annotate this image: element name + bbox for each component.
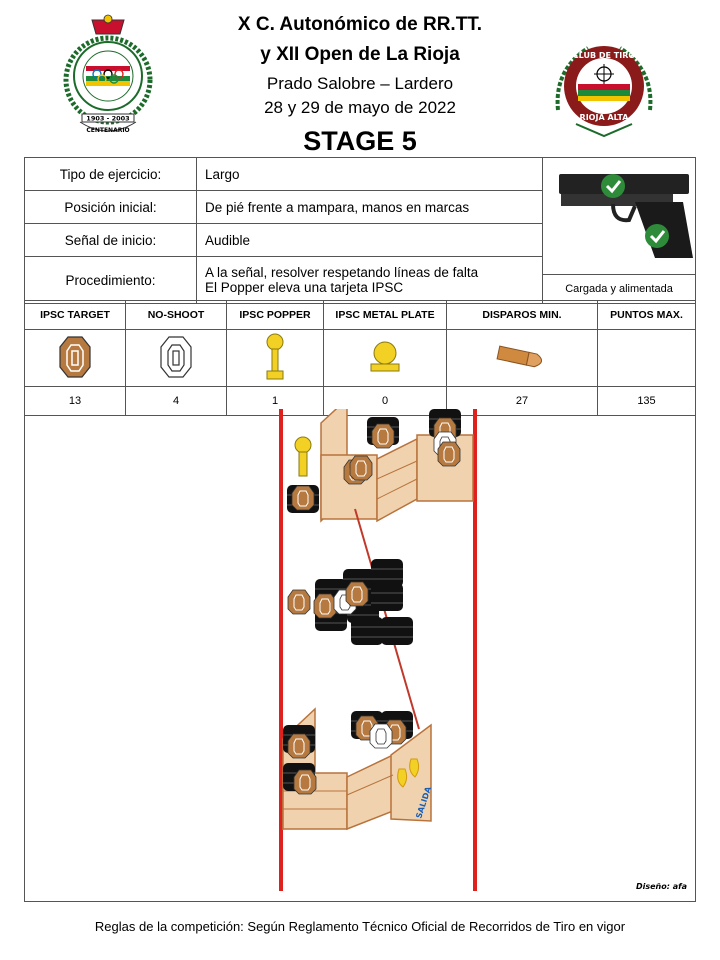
metal-plate-cell	[324, 330, 447, 387]
stage-title: STAGE 5	[303, 126, 417, 156]
gun-caption: Cargada y alimentada	[543, 274, 695, 303]
value-tipo: Largo	[197, 158, 543, 191]
club-logo-bottom-text: RIOJA ALTA	[579, 113, 629, 122]
count-no-shoot: 4	[126, 387, 227, 416]
header-no-shoot: NO-SHOOT	[126, 301, 227, 330]
bullet-cell	[447, 330, 598, 387]
count-popper: 1	[227, 387, 324, 416]
header-ipsc-popper: IPSC POPPER	[227, 301, 324, 330]
title-line-1: X C. Autonómico de RR.TT.	[237, 14, 483, 35]
pistol-icon	[543, 158, 695, 270]
federation-years: 1903 - 2003	[86, 114, 130, 123]
popper-cell	[227, 330, 324, 387]
popper-icon	[263, 333, 287, 381]
location: Prado Salobre – Lardero	[266, 74, 454, 93]
no-shoot-icon	[159, 335, 193, 379]
value-procedimiento	[197, 257, 543, 304]
label-posicion: Posición inicial:	[25, 191, 197, 224]
target-summary-table	[24, 300, 696, 416]
label-senal: Señal de inicio:	[25, 224, 197, 257]
procedure-line-1: A la señal, resolver respetando líneas de falta	[205, 265, 479, 280]
metal-plate-icon	[368, 340, 402, 374]
ipsc-target-cell	[25, 330, 126, 387]
no-shoot-cell	[126, 330, 227, 387]
federation-centenary: CENTENARIO	[86, 127, 130, 134]
stage-diagram	[24, 409, 696, 902]
value-senal: Audible	[197, 224, 543, 257]
header-disparos-min: DISPAROS MIN.	[447, 301, 598, 330]
count-puntos-max: 135	[598, 387, 696, 416]
header	[0, 0, 720, 158]
popper-on-stage	[295, 437, 311, 476]
club-logo	[548, 40, 660, 138]
designer-credit: Diseño: afa	[635, 882, 687, 891]
label-tipo: Tipo de ejercicio:	[25, 158, 197, 191]
header-ipsc-target: IPSC TARGET	[25, 301, 126, 330]
stage-layout-drawing	[25, 409, 695, 901]
dates: 28 y 29 de mayo de 2022	[264, 98, 456, 117]
bullet-icon	[494, 342, 550, 372]
ipsc-target-icon	[58, 335, 92, 379]
count-ipsc-target: 13	[25, 387, 126, 416]
label-procedimiento: Procedimiento:	[25, 257, 197, 304]
exit-label: SALIDA	[414, 785, 434, 820]
federation-logo	[62, 14, 154, 138]
header-metal-plate: IPSC METAL PLATE	[324, 301, 447, 330]
footer-rules: Reglas de la competición: Según Reglamento Técnico Oficial de Recorridos de Tiro en vigor	[94, 919, 626, 934]
value-posicion: De pié frente a mampara, manos en marcas	[197, 191, 543, 224]
points-icon-cell	[598, 330, 696, 387]
count-disparos-min: 27	[447, 387, 598, 416]
middle-targets	[288, 559, 413, 645]
header-puntos-max: PUNTOS MAX.	[598, 301, 696, 330]
gun-cell	[543, 158, 696, 304]
club-logo-top-text: CLUB DE TIRO	[572, 51, 636, 60]
stage-info-table	[24, 157, 696, 304]
count-metal-plate: 0	[324, 387, 447, 416]
title-line-2: y XII Open de La Rioja	[260, 44, 460, 65]
procedure-line-2: El Popper eleva una tarjeta IPSC	[205, 280, 404, 295]
